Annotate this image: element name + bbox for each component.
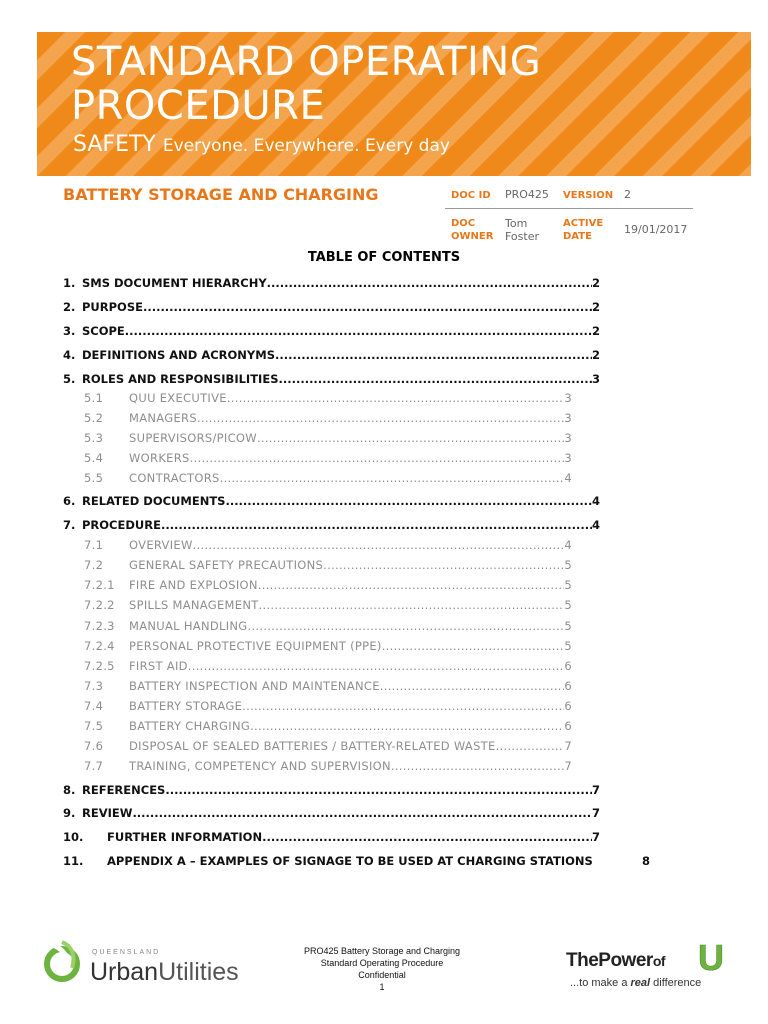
toc-entry-number: 1. xyxy=(63,276,76,290)
toc-entry-number: 7.2.1 xyxy=(84,578,115,592)
toc-entry-number: 10. xyxy=(63,830,84,844)
toc-entry-page: 7 xyxy=(591,783,600,797)
toc-entry[interactable] xyxy=(84,578,572,592)
toc-entry[interactable] xyxy=(63,518,600,532)
active-date-value: 19/01/2017 xyxy=(624,223,688,236)
toc-entry[interactable] xyxy=(84,391,572,405)
power-of-u-logo xyxy=(566,940,726,990)
toc-entry-page: 5 xyxy=(564,619,572,633)
toc-entry-label: PERSONAL PROTECTIVE EQUIPMENT (PPE) xyxy=(129,639,382,653)
toc-entry-number: 7.1 xyxy=(84,538,104,552)
toc-entry[interactable] xyxy=(63,830,600,844)
toc-entry[interactable] xyxy=(63,300,600,314)
toc-entry[interactable] xyxy=(84,431,572,445)
logo-power-text: Power xyxy=(598,950,653,971)
toc-entry[interactable] xyxy=(84,639,572,653)
toc-entry-page: 6 xyxy=(564,679,572,693)
toc-entry-page: 7 xyxy=(564,739,572,753)
toc-entry-number: 7.4 xyxy=(84,699,104,713)
toc-leader-dots xyxy=(161,518,592,532)
doc-id-label: DOC ID xyxy=(451,190,491,201)
toc-entry[interactable] xyxy=(63,348,600,362)
toc-entry-page: 2 xyxy=(591,300,600,314)
toc-entry-label: RELATED DOCUMENTS xyxy=(82,494,226,508)
banner-safety-line xyxy=(73,132,450,157)
svg-text:ThePowerof xyxy=(566,950,666,971)
toc-entry-label: REVIEW xyxy=(82,806,133,820)
toc-leader-dots xyxy=(190,451,565,465)
toc-entry[interactable] xyxy=(63,854,650,868)
toc-entry-page: 4 xyxy=(591,494,600,508)
version-value: 2 xyxy=(624,188,631,201)
toc-leader-dots xyxy=(278,372,592,386)
toc-entry-page: 6 xyxy=(564,719,572,733)
toc-entry-page: 6 xyxy=(564,659,572,673)
toc-leader-dots xyxy=(225,494,592,508)
toc-leader-dots xyxy=(143,300,592,314)
toc-entry-page: 5 xyxy=(564,558,572,572)
toc-entry-number: 5.2 xyxy=(84,411,104,425)
toc-leader-dots xyxy=(391,759,564,773)
active-date-label-line2: DATE xyxy=(563,231,592,242)
toc-leader-dots xyxy=(380,679,565,693)
toc-entry-label: REFERENCES xyxy=(82,783,166,797)
toc-leader-dots xyxy=(165,783,592,797)
toc-entry[interactable] xyxy=(84,558,572,572)
toc-entry-number: 7.7 xyxy=(84,759,104,773)
safety-label: SAFETY xyxy=(73,132,156,157)
toc-entry[interactable] xyxy=(63,783,600,797)
toc-leader-dots xyxy=(250,719,564,733)
logo-utilities-text: Utilities xyxy=(158,958,239,986)
toc-entry-label: MANAGERS xyxy=(129,411,197,425)
sop-banner xyxy=(37,32,751,176)
toc-entry[interactable] xyxy=(84,759,572,773)
toc-entry[interactable] xyxy=(84,619,572,633)
svg-text:UrbanUtilities xyxy=(90,958,239,986)
toc-entry-page: 7 xyxy=(591,830,600,844)
toc-entry-number: 9. xyxy=(63,806,76,820)
quu-swirl-logo-icon xyxy=(47,942,77,979)
toc-entry[interactable] xyxy=(63,494,600,508)
toc-entry-label: WORKERS xyxy=(129,451,190,465)
toc-entry[interactable] xyxy=(63,372,600,386)
toc-entry-page: 5 xyxy=(564,578,572,592)
toc-entry[interactable] xyxy=(84,659,572,673)
toc-entry-page: 2 xyxy=(591,276,600,290)
toc-leader-dots xyxy=(125,324,592,338)
toc-entry-number: 8. xyxy=(63,783,76,797)
toc-leader-dots xyxy=(258,578,565,592)
toc-entry-label: MANUAL HANDLING xyxy=(129,619,248,633)
toc-leader-dots xyxy=(220,471,565,485)
footer-line-1: PRO425 Battery Storage and Charging xyxy=(303,946,461,956)
toc-entry-label: APPENDIX A – EXAMPLES OF SIGNAGE TO BE USED AT CHARGING STATIONS xyxy=(107,854,593,868)
toc-leader-dots xyxy=(227,391,565,405)
toc-heading: TABLE OF CONTENTS xyxy=(307,250,461,265)
toc-leader-dots xyxy=(132,806,592,820)
toc-entry-page: 3 xyxy=(564,451,572,465)
logo-urban-text: Urban xyxy=(90,958,159,986)
safety-tagline: Everyone. Everywhere. Every day xyxy=(162,136,450,156)
version-label: VERSION xyxy=(563,190,614,201)
toc-leader-dots xyxy=(262,830,592,844)
toc-entry-number: 4. xyxy=(63,348,76,362)
logo-tagline-post: difference xyxy=(650,977,702,989)
toc-entry-label: SPILLS MANAGEMENT xyxy=(129,598,259,612)
toc-entry-number: 7.6 xyxy=(84,739,104,753)
toc-leader-dots xyxy=(382,639,565,653)
toc-entry-page: 2 xyxy=(591,348,600,362)
toc-entry-label: FIRST AID xyxy=(129,659,188,673)
toc-entry-page: 3 xyxy=(591,372,600,386)
toc-entry[interactable] xyxy=(84,598,572,612)
toc-entry-label: GENERAL SAFETY PRECAUTIONS xyxy=(129,558,324,572)
toc-leader-dots xyxy=(188,659,565,673)
toc-entry[interactable] xyxy=(84,411,572,425)
toc-entry-label: DISPOSAL OF SEALED BATTERIES / BATTERY-RELATED WASTE xyxy=(129,739,496,753)
doc-owner-label-line1: DOC xyxy=(451,218,476,229)
toc-entry[interactable] xyxy=(84,739,572,753)
toc-leader-dots xyxy=(197,411,564,425)
toc-entry-number: 7.2.4 xyxy=(84,639,115,653)
toc-leader-dots xyxy=(242,699,564,713)
toc-entry-page: 3 xyxy=(564,411,572,425)
toc-entry-label: FURTHER INFORMATION xyxy=(107,830,263,844)
toc-entry-number: 7. xyxy=(63,518,76,532)
toc-entry[interactable] xyxy=(63,806,600,820)
toc-entry[interactable] xyxy=(84,699,572,713)
doc-owner-value-line2: Foster xyxy=(505,230,539,243)
toc-leader-dots xyxy=(248,619,565,633)
toc-leader-dots xyxy=(323,558,564,572)
logo-the-text: The xyxy=(566,950,599,971)
toc-entry-number: 5.5 xyxy=(84,471,104,485)
toc-entry-number: 7.2.5 xyxy=(84,659,115,673)
toc-entry-number: 5.3 xyxy=(84,431,104,445)
toc-entry-label: DEFINITIONS AND ACRONYMS xyxy=(82,348,275,362)
active-date-label-line1: ACTIVE xyxy=(563,218,604,229)
toc-entry-label: ROLES AND RESPONSIBILITIES xyxy=(82,372,279,386)
toc-entry-label: CONTRACTORS xyxy=(129,471,220,485)
toc-entry-page: 6 xyxy=(564,699,572,713)
toc-entry-label: QUU EXECUTIVE xyxy=(129,391,227,405)
doc-owner-value-line1: Tom xyxy=(505,217,528,230)
toc-entry-label: SMS DOCUMENT HIERARCHY xyxy=(82,276,267,290)
toc-entry-number: 5. xyxy=(63,372,76,386)
toc-entry-label: FIRE AND EXPLOSION xyxy=(129,578,258,592)
toc-entry-page: 8 xyxy=(641,854,650,868)
toc-entry[interactable] xyxy=(84,679,572,693)
toc-entry[interactable] xyxy=(84,471,572,485)
toc-entry-page: 5 xyxy=(564,639,572,653)
toc-entry-number: 11. xyxy=(63,854,84,868)
toc-entry-number: 6. xyxy=(63,494,76,508)
logo-tagline-pre: ...to make a xyxy=(570,977,631,989)
logo-u-text: U xyxy=(698,940,724,978)
toc-entry[interactable] xyxy=(84,719,572,733)
toc-entry-page: 4 xyxy=(564,471,572,485)
toc-entry-number: 7.2 xyxy=(84,558,104,572)
svg-text:...to make a real difference xyxy=(570,977,701,989)
toc-entry-label: BATTERY CHARGING xyxy=(129,719,251,733)
toc-entry-number: 5.4 xyxy=(84,451,104,465)
toc-entry-label: BATTERY INSPECTION AND MAINTENANCE xyxy=(129,679,380,693)
toc-entry[interactable] xyxy=(63,276,600,290)
toc-entry-page: 4 xyxy=(564,538,572,552)
toc-entry-label: OVERVIEW xyxy=(129,538,193,552)
toc-entry-label: PURPOSE xyxy=(82,300,143,314)
footer-page-number: 1 xyxy=(379,982,385,992)
toc-entry-number: 3. xyxy=(63,324,76,338)
document-title: BATTERY STORAGE AND CHARGING xyxy=(63,185,379,204)
footer-line-3: Confidential xyxy=(358,970,406,980)
toc-leader-dots xyxy=(496,739,565,753)
toc-entry-page: 7 xyxy=(564,759,572,773)
logo-tagline-real: real xyxy=(630,977,651,989)
toc-leader-dots xyxy=(267,276,592,290)
toc-entry-page: 5 xyxy=(564,598,572,612)
toc-entry-number: 5.1 xyxy=(84,391,104,405)
toc-entry-page: 4 xyxy=(591,518,600,532)
footer-line-2: Standard Operating Procedure xyxy=(320,958,444,968)
toc-entry-number: 7.2.3 xyxy=(84,619,115,633)
toc-entry[interactable] xyxy=(84,538,572,552)
meta-divider xyxy=(445,208,693,209)
logo-queensland-text: QUEENSLAND xyxy=(92,949,161,956)
banner-title: STANDARD OPERATING PROCEDURE xyxy=(71,39,542,129)
toc-entry-label: SCOPE xyxy=(82,324,125,338)
toc-leader-dots xyxy=(257,431,564,445)
toc-leader-dots xyxy=(193,538,565,552)
toc-entry-label: BATTERY STORAGE xyxy=(129,699,243,713)
doc-owner-label-line2: OWNER xyxy=(451,231,494,242)
toc-entry-number: 7.3 xyxy=(84,679,104,693)
toc-entry-page: 3 xyxy=(564,431,572,445)
toc-leader-dots xyxy=(259,598,565,612)
quu-logo xyxy=(42,938,242,988)
toc-leader-dots xyxy=(275,348,592,362)
toc-entry-label: TRAINING, COMPETENCY AND SUPERVISION xyxy=(129,759,391,773)
toc-entry-label: PROCEDURE xyxy=(82,518,161,532)
toc-entry-label: SUPERVISORS/PICOW xyxy=(129,431,257,445)
toc-entry-page: 7 xyxy=(591,806,600,820)
toc-entry-number: 2. xyxy=(63,300,76,314)
toc-entry-number: 7.2.2 xyxy=(84,598,115,612)
toc-entry[interactable] xyxy=(63,324,600,338)
logo-of-text: of xyxy=(652,953,666,969)
footer-text xyxy=(262,945,502,993)
toc-entry-number: 7.5 xyxy=(84,719,104,733)
toc-entry[interactable] xyxy=(84,451,572,465)
doc-id-value: PRO425 xyxy=(505,188,549,201)
toc-entry-page: 3 xyxy=(564,391,572,405)
toc-entry-page: 2 xyxy=(591,324,600,338)
